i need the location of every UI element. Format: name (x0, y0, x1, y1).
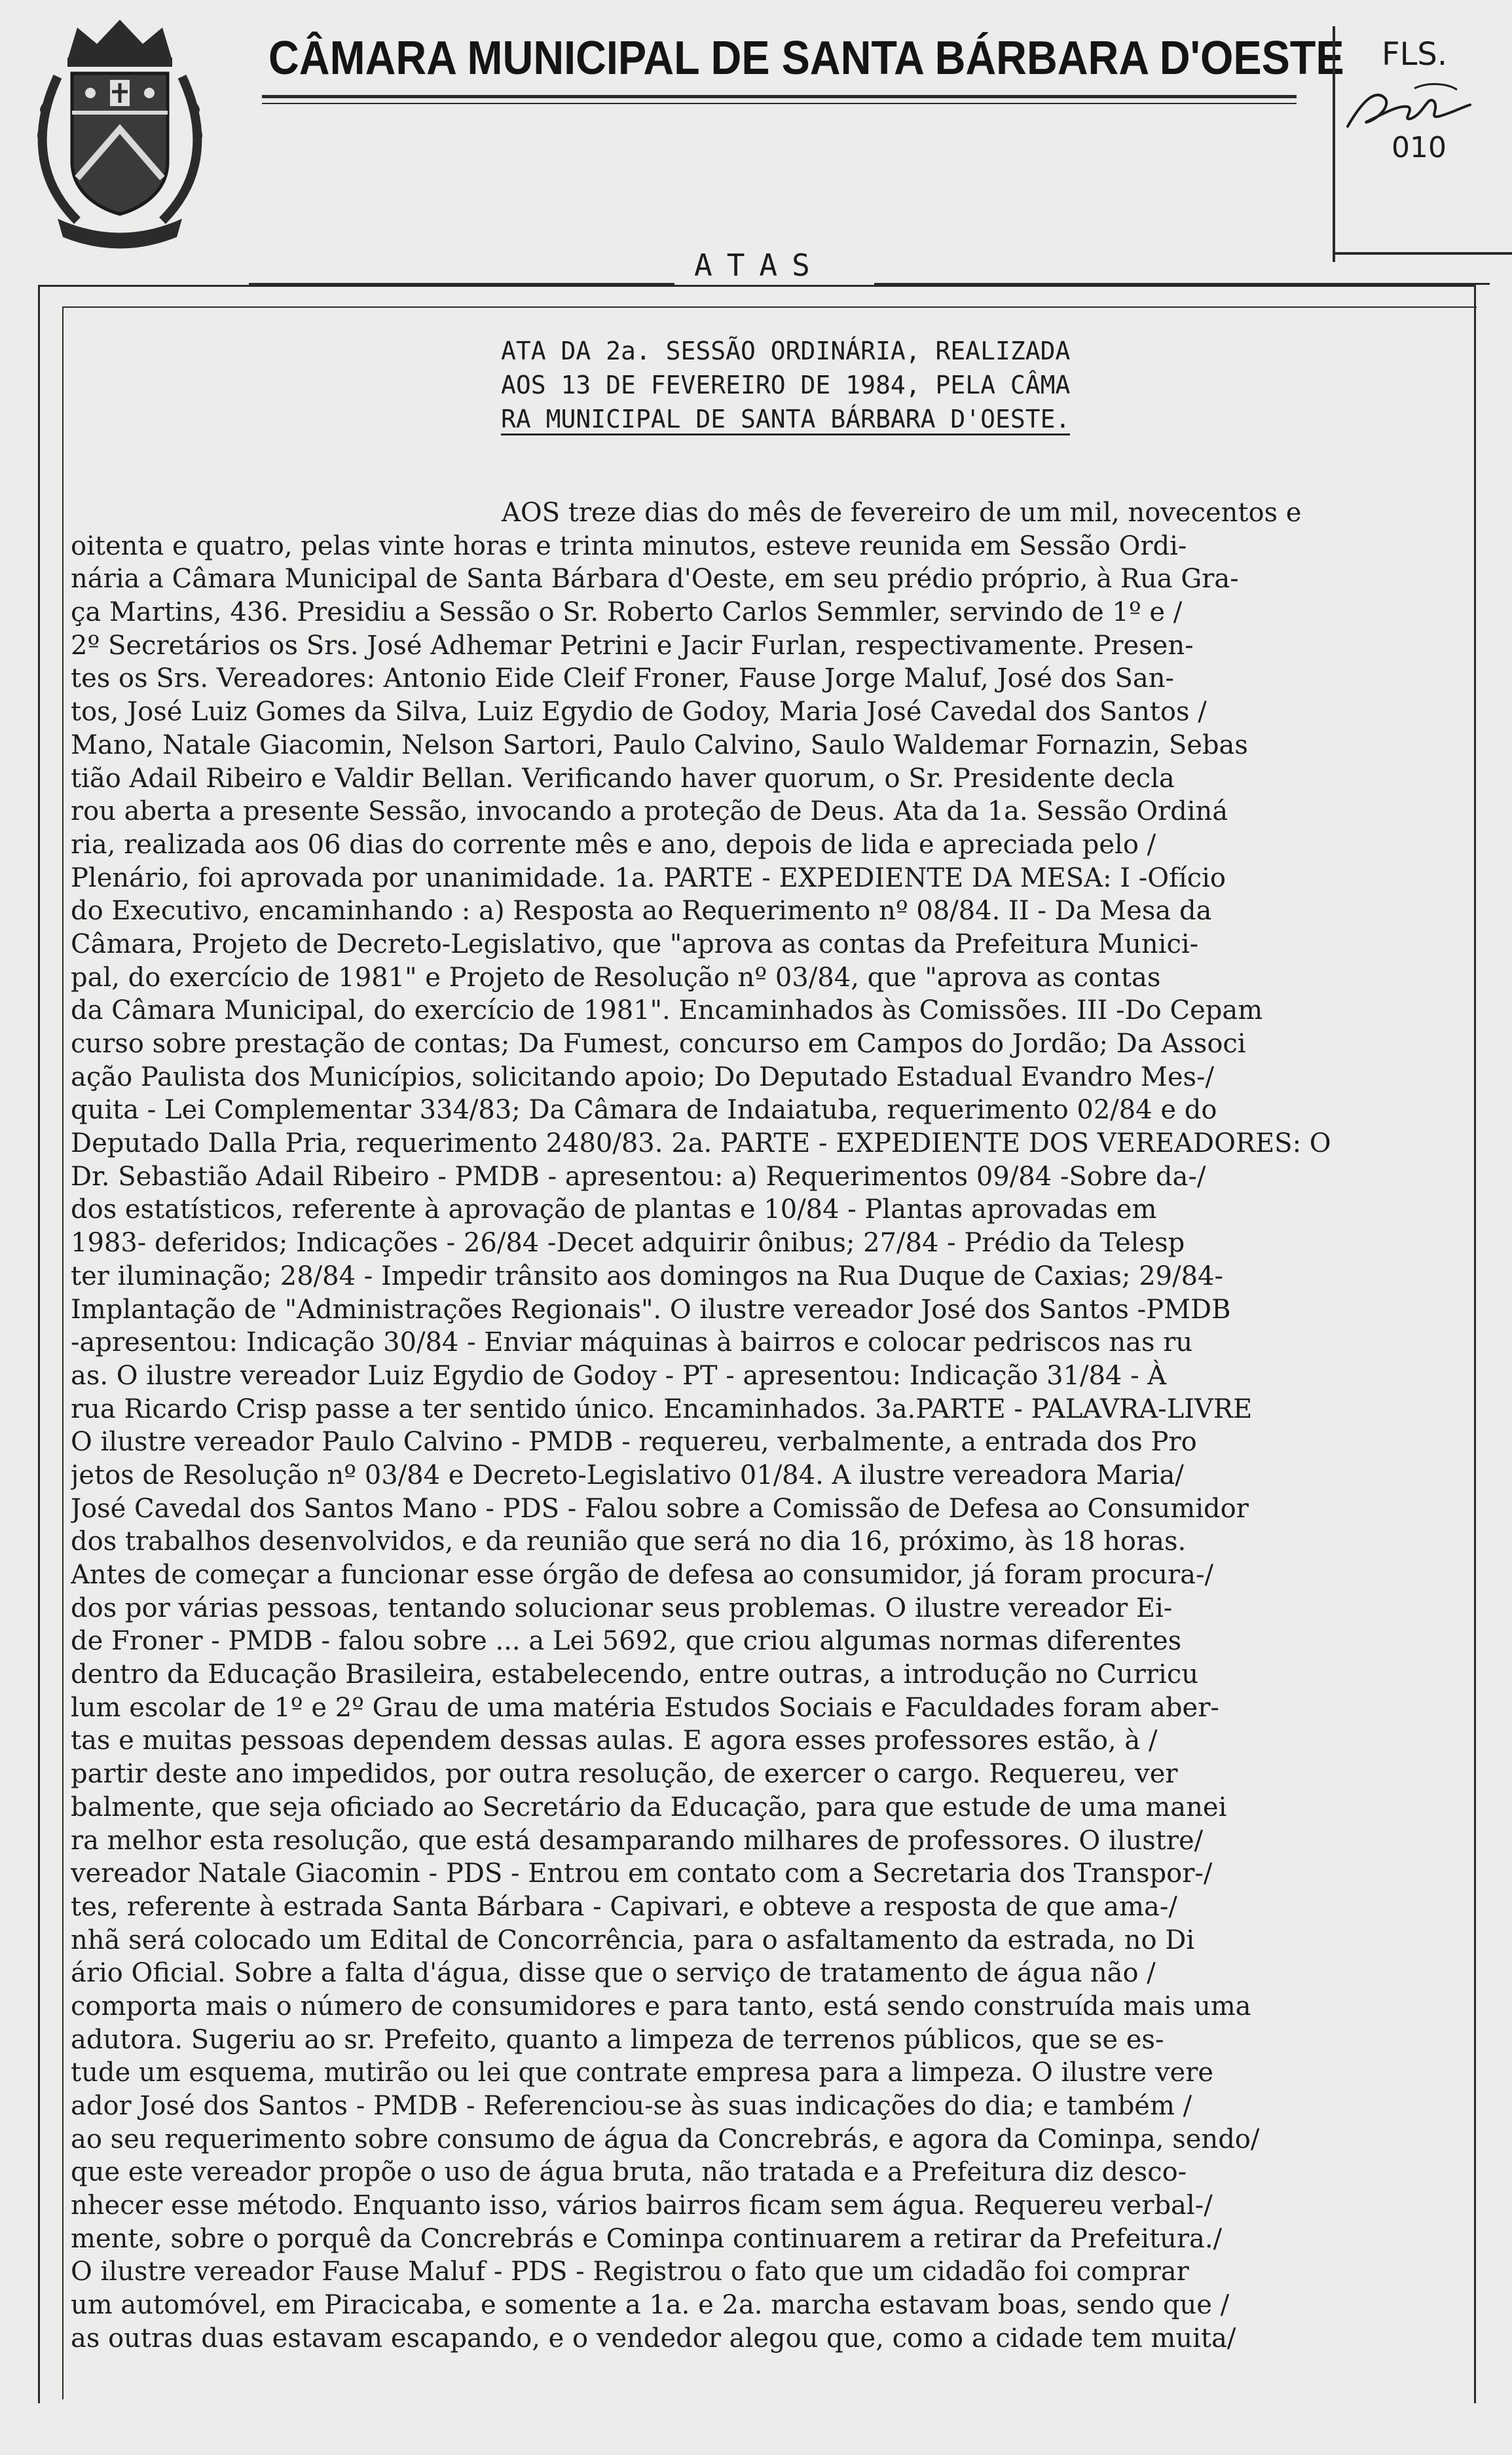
body-line: de Froner - PMDB - falou sobre ... a Lei 5692, que criou algumas normas diferentes (71, 1626, 1182, 1657)
minutes-heading-line-underlined: RA MUNICIPAL DE SANTA BÁRBARA D'OESTE. (501, 405, 1070, 435)
body-line: vereador Natale Giacomin - PDS - Entrou em contato com a Secretaria dos Transpor-/ (71, 1858, 1213, 1889)
body-line: jetos de Resolução nº 03/84 e Decreto-Legislativo 01/84. A ilustre vereadora Maria/ (71, 1460, 1184, 1490)
body-line: AOS treze dias do mês de fevereiro de um mil, novecentos e (502, 498, 1302, 528)
body-line: nária a Câmara Municipal de Santa Bárbara d'Oeste, em seu prédio próprio, à Rua Gra- (71, 564, 1239, 595)
body-line (71, 2388, 1469, 2422)
body-line: ter iluminação; 28/84 - Impedir trânsito aos domingos na Rua Duque de Caxias; 29/84- (71, 1261, 1224, 1291)
body-line: da Câmara Municipal, do exercício de 1981". Encaminhados às Comissões. III -Do Cepam (71, 995, 1263, 1026)
body-line: ça Martins, 436. Presidiu a Sessão o Sr. Roberto Carlos Semmler, servindo de 1º e / (71, 597, 1183, 628)
body-line: tude um esquema, mutirão ou lei que contrate empresa para a limpeza. O ilustre vere (71, 2058, 1213, 2088)
body-line: tes, referente à estrada Santa Bárbara - Capivari, e obteve a resposta de que ama-/ (71, 1891, 1177, 1922)
body-line: dos trabalhos desenvolvidos, e da reunião que será no dia 16, próximo, às 18 horas. (71, 1526, 1187, 1557)
body-line: adutora. Sugeriu ao sr. Prefeito, quanto a limpeza de terrenos públicos, que se es- (71, 2024, 1164, 2055)
body-line: ra melhor esta resolução, que está desamparando milhares de professores. O ilustre/ (71, 1825, 1204, 1856)
body-line: ação Paulista dos Municípios, solicitando apoio; Do Deputado Estadual Evandro Mes-/ (71, 1061, 1215, 1092)
body-line: José Cavedal dos Santos Mano - PDS - Falou sobre a Comissão de Defesa ao Consumidor (71, 1493, 1249, 1524)
body-line: balmente, que seja oficiado ao Secretário da Educação, para que estude de uma manei (71, 1792, 1227, 1822)
folio-label: FLS. (1382, 36, 1448, 73)
body-line: -apresentou: Indicação 30/84 - Enviar máquinas à bairros e colocar pedriscos nas ru (71, 1327, 1193, 1358)
minutes-heading-line (501, 402, 1070, 436)
body-line: rou aberta a presente Sessão, invocando a proteção de Deus. Ata da 1a. Sessão Ordiná (71, 796, 1228, 827)
minutes-body (71, 496, 1469, 2455)
body-line: tas e muitas pessoas dependem dessas aulas. E agora esses professores estão, à / (71, 1726, 1158, 1756)
body-line: Dr. Sebastião Adail Ribeiro - PMDB - apresentou: a) Requerimentos 09/84 -Sobre da-/ (71, 1161, 1206, 1192)
body-line: nhã será colocado um Edital de Concorrência, para o asfaltamento da estrada, no Di (71, 1925, 1195, 1955)
frame-inner-left (62, 306, 64, 2399)
body-line: tião Adail Ribeiro e Valdir Bellan. Verificando haver quorum, o Sr. Presidente decla (71, 763, 1175, 794)
body-line: tos, José Luiz Gomes da Silva, Luiz Egydio de Godoy, Maria José Cavedal dos Santos / (71, 697, 1207, 728)
body-line: as. O ilustre vereador Luiz Egydio de Godoy - PT - apresentou: Indicação 31/84 - À (71, 1360, 1167, 1391)
body-line: rua Ricardo Crisp passe a ter sentido único. Encaminhados. 3a.PARTE - PALAVRA-LIVRE (71, 1394, 1253, 1424)
frame-inner-top (62, 306, 1477, 308)
body-line: Deputado Dalla Pria, requerimento 2480/83. 2a. PARTE - EXPEDIENTE DOS VEREADORES: O (71, 1128, 1331, 1159)
body-line: dos estatísticos, referente à aprovação de plantas e 10/84 - Plantas aprovadas em (71, 1194, 1157, 1225)
folio-number: 010 (1392, 131, 1447, 164)
municipal-crest-icon (31, 14, 208, 250)
body-line: Mano, Natale Giacomin, Nelson Sartori, Paulo Calvino, Saulo Waldemar Fornazin, Sebas (71, 729, 1248, 760)
body-line: Plenário, foi aprovada por unanimidade. 1a. PARTE - EXPEDIENTE DA MESA: I -Ofício (71, 862, 1226, 893)
body-line: oitenta e quatro, pelas vinte horas e trinta minutos, esteve reunida em Sessão Ordi- (71, 530, 1187, 561)
body-line: curso sobre prestação de contas; Da Fumest, concurso em Campos do Jordão; Da Associ (71, 1029, 1246, 1059)
body-line: ao seu requerimento sobre consumo de água da Concrebrás, e agora da Cominpa, sendo/ (71, 2124, 1260, 2154)
body-line: Antes de começar a funcionar esse órgão de defesa ao consumidor, já foram procura-/ (71, 1560, 1213, 1590)
body-line: 1983- deferidos; Indicações - 26/84 -Decet adquirir ônibus; 27/84 - Prédio da Telesp (71, 1228, 1185, 1259)
body-line: Câmara, Projeto de Decreto-Legislativo, que "aprova as contas da Prefeitura Munici- (71, 929, 1199, 959)
body-line: dos por várias pessoas, tentando solucionar seus problemas. O ilustre vereador Ei- (71, 1593, 1173, 1623)
body-line (71, 2355, 1469, 2389)
body-line: mente, sobre o porquê da Concrebrás e Cominpa continuarem a retirar da Prefeitura./ (71, 2223, 1223, 2254)
minutes-heading-line: AOS 13 DE FEVEREIRO DE 1984, PELA CÂMA (501, 371, 1071, 399)
body-line: tes os Srs. Vereadores: Antonio Eide Cleif Froner, Fause Jorge Maluf, José dos San- (71, 663, 1175, 694)
body-line: O ilustre vereador Paulo Calvino - PMDB - requereu, verbalmente, a entrada dos Pro (71, 1427, 1197, 1458)
body-line (71, 2422, 1469, 2455)
body-line: O ilustre vereador Fause Maluf - PDS - Registrou o fato que um cidadão foi comprar (71, 2257, 1189, 2287)
body-line: do Executivo, encaminhando : a) Resposta ao Requerimento nº 08/84. II - Da Mesa da (71, 896, 1212, 927)
body-line: comporta mais o número de consumidores e para tanto, está sendo construída mais uma (71, 1991, 1251, 2021)
body-line: nhecer esse método. Enquanto isso, vários bairros ficam sem água. Requereu verbal-/ (71, 2190, 1213, 2221)
body-line: Implantação de "Administrações Regionais". O ilustre vereador José dos Santos -PMDB (71, 1294, 1231, 1325)
body-line: um automóvel, em Piracicaba, e somente a 1a. e 2a. marcha estavam boas, sendo que / (71, 2290, 1230, 2321)
body-line: as outras duas estavam escapando, e o vendedor alegou que, como a cidade tem muita/ (71, 2323, 1236, 2353)
body-line: partir deste ano impedidos, por outra resolução, de exercer o cargo. Requereu, ver (71, 1759, 1178, 1790)
section-title: ATAS (694, 248, 824, 283)
body-line: ador José dos Santos - PMDB - Referenciou-se às suas indicações do dia; e também / (71, 2091, 1192, 2121)
body-line: que este vereador propõe o uso de água bruta, não tratada e a Prefeitura diz desco- (71, 2157, 1187, 2188)
body-line: pal, do exercício de 1981" e Projeto de Resolução nº 03/84, que "aprova as contas (71, 962, 1161, 993)
body-line: ria, realizada aos 06 dias do corrente mês e ano, depois de lida e apreciada pelo / (71, 829, 1156, 860)
header-rule-thick (262, 95, 1297, 98)
body-line: 2º Secretários os Srs. José Adhemar Petrini e Jacir Furlan, respectivamente. Presen- (71, 630, 1194, 661)
header-rule-thin (262, 103, 1297, 104)
minutes-heading (501, 334, 1070, 436)
body-line: ário Oficial. Sobre a falta d'água, disse que o serviço de tratamento de água não / (71, 1958, 1156, 1989)
body-line: dentro da Educação Brasileira, estabelecendo, entre outras, a introdução no Curricu (71, 1659, 1199, 1690)
minutes-heading-line: ATA DA 2a. SESSÃO ORDINÁRIA, REALIZADA (501, 337, 1071, 365)
body-line: quita - Lei Complementar 334/83; Da Câmara de Indaiatuba, requerimento 02/84 e do (71, 1095, 1217, 1126)
chamber-name: CÂMARA MUNICIPAL DE SANTA BÁRBARA D'OESTE (268, 32, 1344, 84)
body-line: lum escolar de 1º e 2º Grau de uma matéria Estudos Sociais e Faculdades foram aber- (71, 1692, 1219, 1723)
folio-box-bottom (1333, 252, 1512, 255)
